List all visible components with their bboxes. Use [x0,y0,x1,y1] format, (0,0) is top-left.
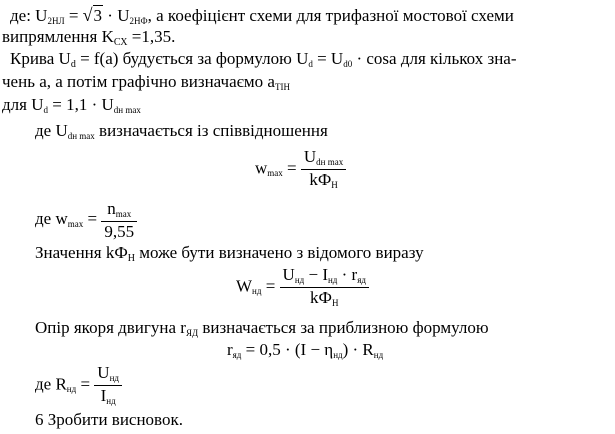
subscript: d0 [343,59,353,69]
text: r [227,340,233,359]
subscript: нд [106,396,116,406]
subscript: Н [331,180,338,190]
subscript: ЯД [185,328,199,338]
line-3 [10,49,517,72]
subscript: dн max [67,131,95,141]
subscript: dн max [113,105,141,115]
sqrt-symbol: √ [82,5,93,25]
fraction [301,147,346,192]
text: = f(a) будується за формулою U [75,49,309,68]
subscript: ТІН [274,82,290,92]
subscript: нд [327,275,338,285]
text: W [236,276,253,296]
numerator: U [97,363,110,382]
line-1 [10,5,514,28]
denominator: I [100,386,107,405]
text: = [83,208,102,228]
subscript: 2НФ [129,16,148,26]
text: = U [312,49,344,68]
line-4 [2,72,290,94]
text: де w [35,208,68,228]
text: · U [103,6,130,25]
text: =1,35. [127,27,176,46]
radicand: 3 [93,6,103,25]
fraction [280,265,369,310]
text: Значення kФ [35,243,128,262]
line-8 [35,243,424,266]
text: Крива U [10,49,71,68]
subscript: нд [109,373,119,383]
text: визначається із співвідношення [94,121,328,140]
line-10 [35,363,122,408]
subscript: max [267,168,283,179]
text: визначається за приблизною формулою [198,318,489,337]
equation-w-max [255,147,346,192]
denominator: 9,55 [104,222,135,241]
numerator-part: · r [337,265,358,284]
text: чень а, а потім графічно визначаємо а [2,72,275,91]
denominator: kФ [309,170,332,189]
numerator-part: U [282,265,295,284]
equation-w-nd [236,265,369,310]
equation-r-yad [227,340,383,362]
text: ) · R [342,340,374,359]
text: = 1,1 · U [47,95,114,114]
subscript: d [43,105,48,115]
line-2 [2,27,175,50]
text: 6 Зробити висновок. [35,410,183,429]
text: Опір якоря двигуна r [35,318,186,337]
text: = [261,276,280,296]
text: може бути визначено з відомого виразу [135,243,424,262]
subscript: нд [66,384,77,395]
subscript: Н [331,298,339,308]
text: = [76,374,95,394]
line-5 [2,95,141,117]
subscript: Н [127,253,136,264]
text: = [282,158,301,178]
subscript: max [115,209,132,219]
subscript: 2НЛ [47,16,65,26]
line-9 [35,318,489,340]
line-6 [35,121,328,143]
text: випрямлення K [2,27,114,46]
subscript: нд [252,286,262,297]
subscript: нд [373,350,384,360]
line-11 [35,410,183,430]
fraction [94,363,122,408]
subscript: СХ [113,37,128,48]
text: де R [35,374,67,394]
text: де U [35,121,68,140]
subscript: d [308,59,313,69]
subscript: нд [333,350,343,360]
fraction [101,199,137,241]
numerator: n [107,199,116,218]
text: для U [2,95,44,114]
subscript: нд [294,275,305,285]
denominator: kФ [310,288,332,307]
subscript: d [70,59,76,70]
text: = 0,5 · [241,340,295,359]
subscript: яд [357,275,366,285]
text: · cosa для кількох зна- [352,49,517,68]
numerator-part: − I [304,265,328,284]
text: де: U [10,6,48,25]
line-7 [35,199,137,241]
subscript: max [67,218,84,229]
text: , а коефіцієнт схеми для трифазної мостової схеми [147,6,514,25]
text: (I − η [294,340,334,359]
numerator: U [303,147,317,166]
text: = [64,6,83,25]
text: w [255,158,268,178]
subscript: яд [232,350,242,360]
subscript: dн max [316,157,344,167]
